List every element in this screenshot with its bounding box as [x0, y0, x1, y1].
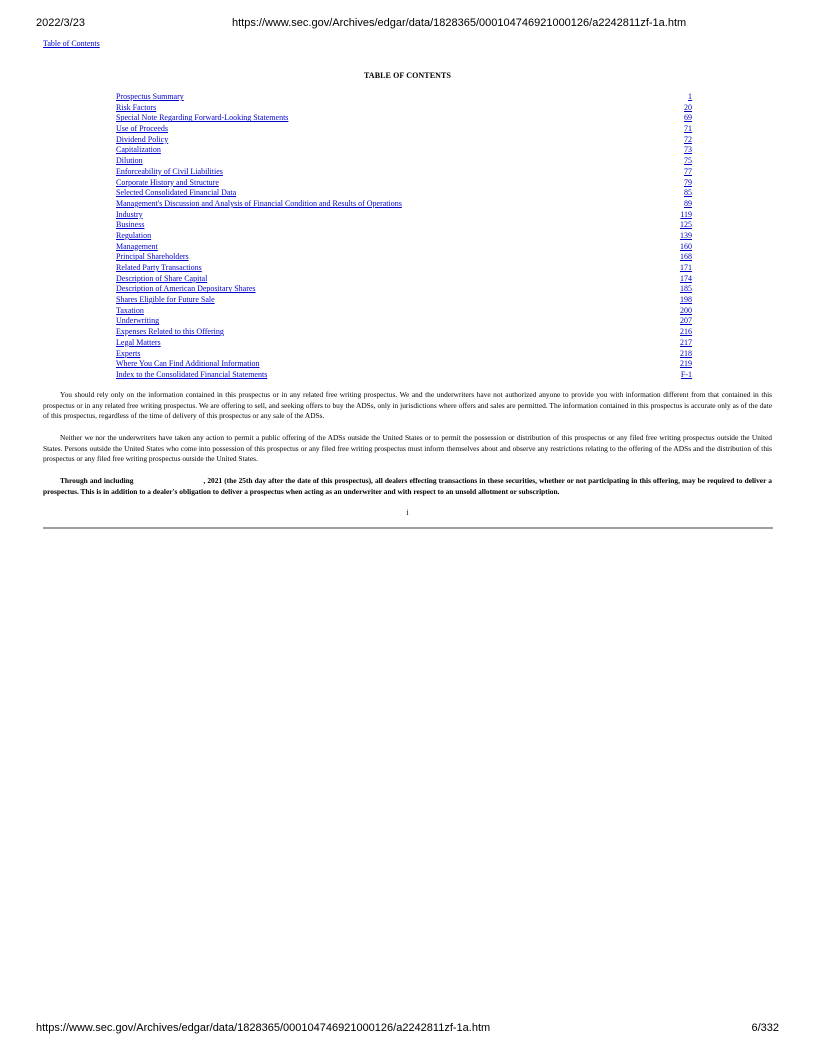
toc-entry	[116, 242, 692, 253]
toc-entry-title-link[interactable]: Shares Eligible for Future Sale	[116, 295, 215, 305]
toc-entry	[116, 135, 692, 146]
toc-entry-page-link[interactable]: 73	[684, 145, 692, 155]
toc-entry	[116, 210, 692, 221]
toc-entry	[116, 124, 692, 135]
print-header-url: https://www.sec.gov/Archives/edgar/data/1828365/000104746921000126/a2242811zf-1a.htm	[232, 17, 687, 29]
toc-entry-title-link[interactable]: Selected Consolidated Financial Data	[116, 188, 237, 198]
toc-entry	[116, 370, 692, 381]
toc-entry-title-link[interactable]: Dilution	[116, 156, 143, 166]
no-action-paragraph	[43, 433, 772, 465]
toc-entry-page-link[interactable]: 79	[684, 177, 692, 187]
toc-entry-page-link[interactable]: 200	[680, 305, 692, 315]
toc-entry	[116, 156, 692, 167]
reliance-paragraph	[43, 390, 772, 422]
toc-entry	[116, 338, 692, 349]
toc-entry-title-link[interactable]: Special Note Regarding Forward-Looking Statements	[116, 113, 289, 123]
toc-entry	[116, 263, 692, 274]
toc-entry-title-link[interactable]: Related Party Transactions	[116, 263, 202, 272]
toc-entry-page-link[interactable]: 75	[684, 156, 692, 166]
reliance-text: You should rely only on the information contained in this prospectus or in any related free writing prospectus. We and the underwriters have not authorized anyone to provide you with information different from that contained in this prospectus or in any related free writing prospectus. We are offering to sell, and seeking offers to buy the ADSs, only in jurisdictions where offers and sales are permitted. The information contained in this prospectus is accurate only as of the date of this prospectus, regardless of the time of delivery of this prospectus or any sale of the ADSs.	[43, 390, 772, 421]
table-of-contents-link[interactable]: Table of Contents	[43, 39, 100, 48]
toc-entry-title-link[interactable]: Description of American Depositary Shares	[116, 284, 256, 294]
dealer-rest-text: , 2021 (the 25th day after the date of this prospectus), all dealers effecting transactions in these securities, whether or not participating in this offering, may be required to deliver a prospectus. This is in addition to a dealer's obligation to deliver a prospectus when acting as an underwriter and with respect to an unsold allotment or subscription.	[43, 476, 772, 496]
toc-entry-page-link[interactable]: 85	[684, 188, 692, 198]
toc-entry-page-link[interactable]: 219	[680, 359, 692, 369]
toc-entry-title-link[interactable]: Expenses Related to this Offering	[116, 327, 224, 337]
toc-entry	[116, 220, 692, 231]
toc-entry-page-link[interactable]: 207	[680, 316, 692, 326]
toc-entry-page-link[interactable]: 171	[680, 263, 692, 272]
toc-entry-title-link[interactable]: Regulation	[116, 230, 152, 240]
toc-heading: TABLE OF CONTENTS	[363, 71, 452, 80]
toc-entry-title-link[interactable]: Legal Matters	[116, 337, 161, 347]
toc-entry-page-link[interactable]: 71	[684, 124, 692, 134]
toc-entry-page-link[interactable]: 72	[684, 134, 692, 144]
toc-entry-page-link[interactable]: 168	[680, 252, 692, 262]
toc-entry-page-link[interactable]: 216	[680, 327, 692, 337]
toc-entry-title-link[interactable]: Prospectus Summary	[116, 92, 184, 101]
toc-entry-page-link[interactable]: 198	[680, 295, 692, 305]
dealer-obligation-paragraph	[43, 476, 772, 497]
toc-entry-page-link[interactable]: 174	[680, 273, 692, 283]
toc-entry-title-link[interactable]: Management's Discussion and Analysis of Financial Condition and Results of Operations	[116, 198, 402, 208]
toc-entry	[116, 92, 692, 103]
page-number: i	[406, 508, 409, 517]
toc-entry	[116, 199, 692, 210]
toc-entry	[116, 252, 692, 263]
toc-entry-title-link[interactable]: Experts	[116, 348, 141, 358]
toc-entry	[116, 145, 692, 156]
toc-entry	[116, 113, 692, 124]
toc-entry-page-link[interactable]: F-1	[680, 369, 692, 379]
page-divider	[43, 527, 773, 529]
toc-entry-page-link[interactable]: 1	[688, 92, 692, 101]
toc-entry	[116, 327, 692, 338]
dealer-lead-text: Through and including	[60, 476, 134, 485]
toc-entry-title-link[interactable]: Description of Share Capital	[116, 273, 208, 283]
toc-entry-title-link[interactable]: Index to the Consolidated Financial Statements	[116, 369, 268, 379]
print-footer-url: https://www.sec.gov/Archives/edgar/data/1828365/000104746921000126/a2242811zf-1a.htm	[36, 1022, 491, 1034]
print-footer-page-counter: 6/332	[751, 1022, 779, 1034]
toc-entry-title-link[interactable]: Use of Proceeds	[116, 124, 168, 134]
toc-entry	[116, 349, 692, 360]
toc-entry-title-link[interactable]: Management	[116, 241, 158, 251]
no-action-text: Neither we nor the underwriters have taken any action to permit a public offering of the ADSs outside the United States or to permit the possession or distribution of this prospectus or any filed free writing prospectus outside the United States. Persons outside the United States who come into possession of this prospectus or any filed free writing prospectus must inform themselves about and observe any restrictions relating to the offering of the ADSs and the distribution of this prospectus or any filed free writing prospectus outside the United States.	[43, 433, 772, 464]
toc-entry	[116, 274, 692, 285]
toc-entry-page-link[interactable]: 185	[680, 284, 692, 294]
toc-entry-title-link[interactable]: Risk Factors	[116, 102, 157, 112]
toc-entry	[116, 284, 692, 295]
toc-entry-page-link[interactable]: 125	[680, 220, 692, 230]
toc-entry-page-link[interactable]: 160	[680, 241, 692, 251]
toc-entry	[116, 316, 692, 327]
print-header-date: 2022/3/23	[36, 17, 85, 29]
toc-entry	[116, 103, 692, 114]
toc-entry	[116, 306, 692, 317]
toc-entry-page-link[interactable]: 77	[684, 166, 692, 176]
toc-entry-page-link[interactable]: 119	[680, 209, 692, 219]
toc-entry-title-link[interactable]: Dividend Policy	[116, 134, 169, 144]
toc-entry-page-link[interactable]: 218	[680, 348, 692, 358]
toc-entry-page-link[interactable]: 69	[684, 113, 692, 123]
toc-entry	[116, 188, 692, 199]
toc-entry-page-link[interactable]: 139	[680, 230, 692, 240]
toc-entry-page-link[interactable]: 20	[684, 102, 692, 112]
toc-entry-title-link[interactable]: Corporate History and Structure	[116, 177, 219, 187]
toc-entry-title-link[interactable]: Business	[116, 220, 145, 230]
toc-entry	[116, 231, 692, 242]
toc-list	[116, 92, 692, 381]
toc-entry-page-link[interactable]: 217	[680, 337, 692, 347]
toc-entry-title-link[interactable]: Taxation	[116, 305, 144, 315]
toc-entry	[116, 167, 692, 178]
toc-entry-title-link[interactable]: Underwriting	[116, 316, 160, 326]
toc-entry	[116, 178, 692, 189]
toc-entry-title-link[interactable]: Principal Shareholders	[116, 252, 189, 262]
toc-entry	[116, 359, 692, 370]
toc-entry-title-link[interactable]: Where You Can Find Additional Information	[116, 359, 260, 369]
toc-entry-title-link[interactable]: Enforceability of Civil Liabilities	[116, 166, 223, 176]
toc-entry-title-link[interactable]: Industry	[116, 209, 143, 219]
toc-entry-title-link[interactable]: Capitalization	[116, 145, 161, 155]
toc-entry-page-link[interactable]: 89	[684, 198, 692, 208]
toc-entry	[116, 295, 692, 306]
